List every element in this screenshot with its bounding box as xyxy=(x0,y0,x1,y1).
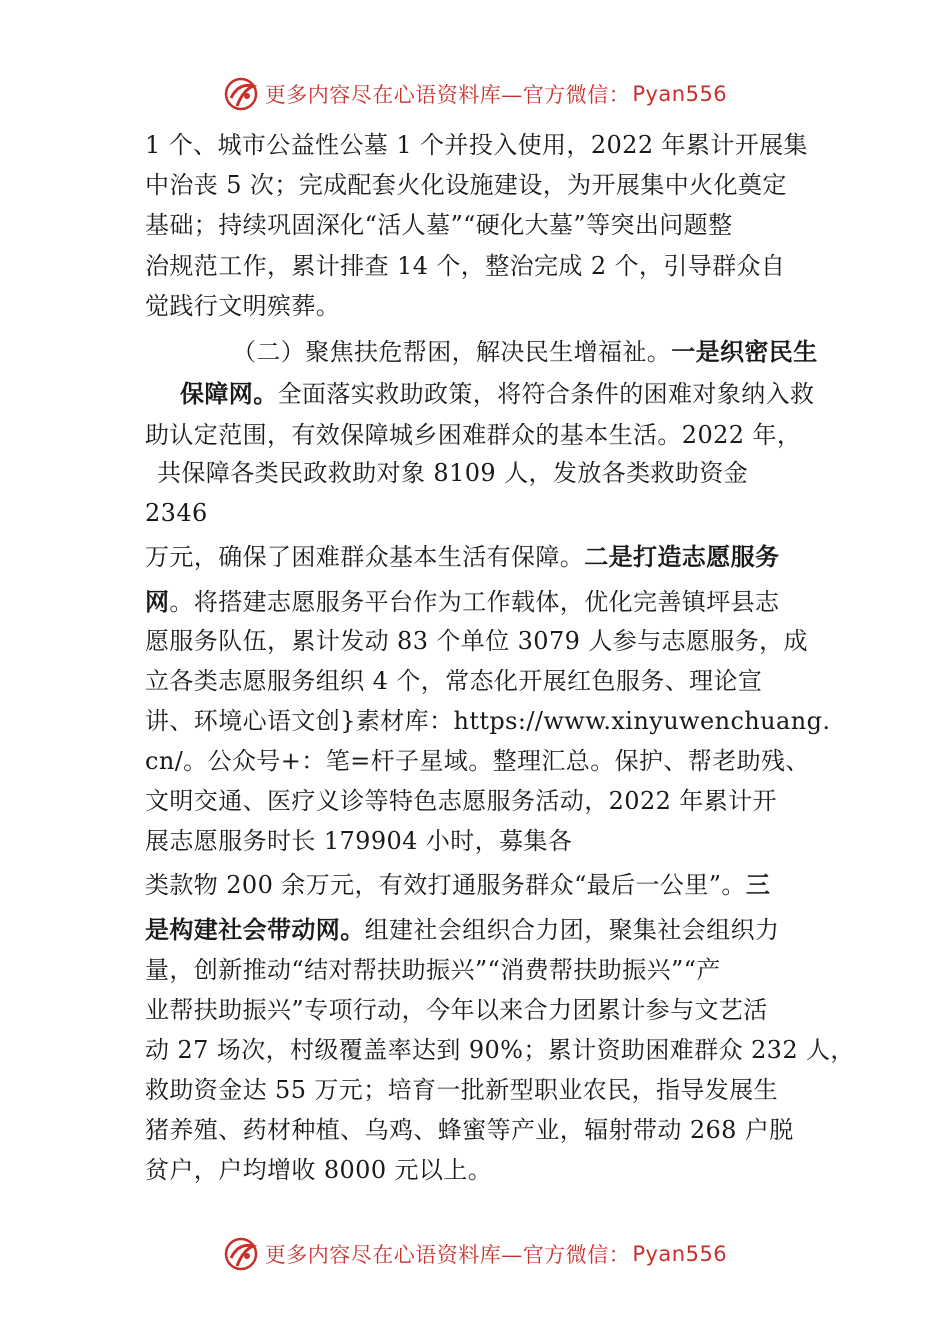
point-three-title: 三 xyxy=(745,871,771,899)
text-span: 全面落实救助政策，将符合条件的困难对象纳入救 xyxy=(277,380,815,408)
logo-icon xyxy=(223,76,259,112)
text-line: 1 个、城市公益性公墓 1 个并投入使用，2022 年累计开展集 xyxy=(145,131,808,159)
text-line: 动 27 场次，村级覆盖率达到 90%；累计资助困难群众 232 人， xyxy=(145,1036,855,1064)
text-line: 量，创新推动“结对帮扶助振兴”“消费帮扶助振兴”“产 xyxy=(145,956,721,984)
point-three-title-cont: 是构建社会带动网。 xyxy=(145,916,365,944)
watermark-wechat-id: Pyan556 xyxy=(632,1242,728,1266)
text-line: 讲、环境心语文创}素材库：https://www.xinyuwenchuang. xyxy=(145,707,831,735)
watermark-header xyxy=(0,72,950,116)
text-line: 文明交通、医疗义诊等特色志愿服务活动，2022 年累计开 xyxy=(145,787,777,815)
text-line: 贫户，户均增收 8000 元以上。 xyxy=(145,1156,493,1184)
logo-icon xyxy=(223,1236,259,1272)
text-line: 治规范工作，累计排查 14 个，整治完成 2 个，引导群众自 xyxy=(145,252,786,280)
point-one-title-cont: 保障网。 xyxy=(180,380,278,408)
watermark-text: 更多内容尽在心语资料库—官方微信： xyxy=(264,1243,631,1267)
text-line: 猪养殖、药材种植、乌鸡、蜂蜜等产业，辐射带动 268 户脱 xyxy=(145,1116,794,1144)
text-line xyxy=(145,868,770,902)
text-line: 共保障各类民政救助对象 8109 人，发放各类救助资金 xyxy=(157,459,749,487)
point-two-title: 二是打造志愿服务 xyxy=(584,543,780,571)
text-line: 立各类志愿服务组织 4 个，常态化开展红色服务、理论宣 xyxy=(145,667,763,695)
text-line: cn/。公众号+：笔=杆子星域。整理汇总。保护、帮老助残、 xyxy=(145,747,810,775)
section-heading: （二）聚焦扶危帮困，解决民生增福祉。 xyxy=(232,338,672,366)
text-line: 觉践行文明殡葬。 xyxy=(145,292,341,320)
section-heading-line xyxy=(232,335,818,369)
text-span: 组建社会组织合力团，聚集社会组织力 xyxy=(364,916,780,944)
point-one-title: 一是织密民生 xyxy=(671,338,818,366)
text-line: 中治丧 5 次；完成配套火化设施建设，为开展集中火化奠定 xyxy=(145,171,787,199)
text-line: 业帮扶助振兴”专项行动，今年以来合力团累计参与文艺活 xyxy=(145,996,768,1024)
text-span: 类款物 200 余万元，有效打通服务群众“最后一公里”。 xyxy=(145,871,746,899)
watermark-footer xyxy=(0,1232,950,1276)
text-line: 展志愿服务时长 179904 小时，募集各 xyxy=(145,827,573,855)
text-line: 2346 xyxy=(145,499,208,527)
text-line: 救助资金达 55 万元；培育一批新型职业农民，指导发展生 xyxy=(145,1076,778,1104)
text-line xyxy=(145,585,779,619)
text-line: 助认定范围，有效保障城乡困难群众的基本生活。2022 年， xyxy=(145,421,802,449)
text-span: 。将搭建志愿服务平台作为工作载体，优化完善镇坪县志 xyxy=(169,588,780,616)
watermark-wechat-id: Pyan556 xyxy=(632,82,728,106)
text-line xyxy=(145,540,779,574)
point-two-title-cont: 网 xyxy=(145,588,170,616)
text-line: 基础；持续巩固深化“活人墓”“硬化大墓”等突出问题整 xyxy=(145,211,733,239)
text-span: 万元，确保了困难群众基本生活有保障。 xyxy=(145,543,585,571)
text-line: 愿服务队伍，累计发动 83 个单位 3079 人参与志愿服务，成 xyxy=(145,627,808,655)
text-line xyxy=(145,913,779,947)
watermark-text: 更多内容尽在心语资料库—官方微信： xyxy=(264,83,631,107)
text-line xyxy=(180,377,814,411)
